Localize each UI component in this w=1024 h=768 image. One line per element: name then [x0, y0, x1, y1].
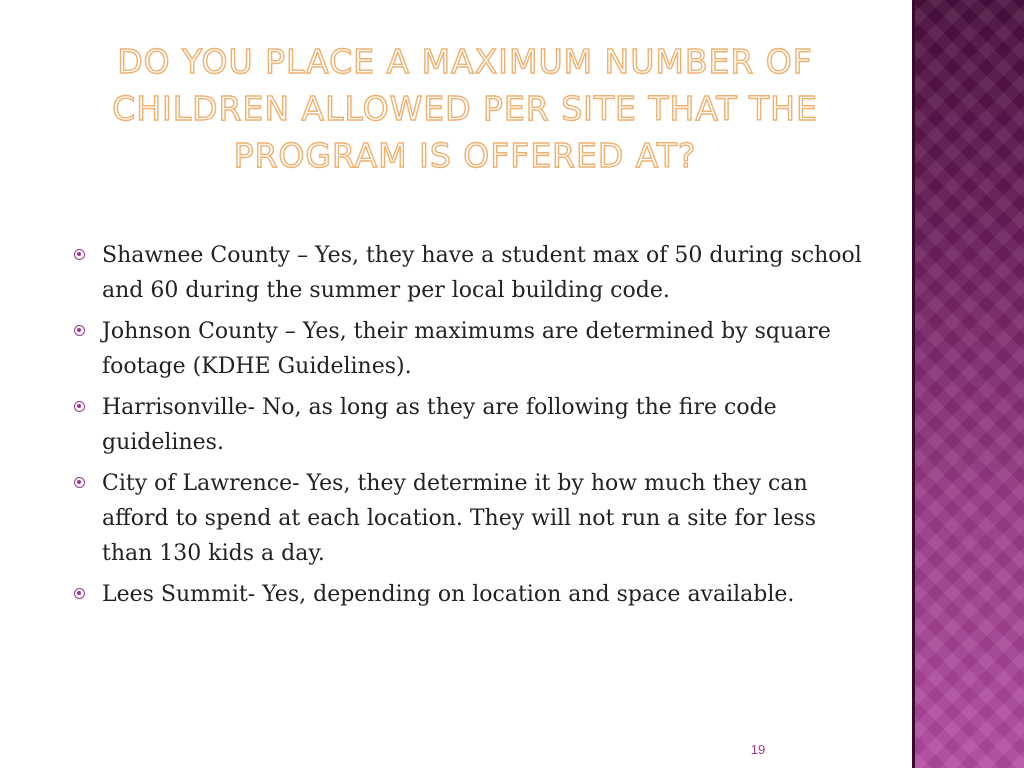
list-item — [72, 577, 872, 612]
circle-bullet-icon — [74, 249, 85, 260]
circle-bullet-icon — [74, 588, 85, 599]
circle-bullet-icon — [74, 401, 85, 412]
bullet-text: Harrisonville- No, as long as they are following the fire code guidelines. — [102, 395, 777, 455]
decorative-side-panel — [912, 0, 1024, 768]
circle-bullet-icon — [74, 477, 85, 488]
bullet-text: Lees Summit- Yes, depending on location and space available. — [102, 582, 795, 607]
bullet-text: City of Lawrence- Yes, they determine it by how much they can afford to spend at each location. They will not run a site for less than 130 kids a day. — [102, 471, 817, 566]
circle-bullet-icon — [74, 325, 85, 336]
bullet-list — [72, 238, 872, 618]
list-item — [72, 314, 872, 384]
list-item — [72, 466, 872, 571]
bullet-text: Johnson County – Yes, their maximums are determined by square footage (KDHE Guidelines). — [102, 319, 831, 379]
page-number: 19 — [750, 742, 766, 757]
slide-title: DO YOU PLACE A MAXIMUM NUMBER OF CHILDREN ALLOWED PER SITE THAT THE PROGRAM IS OFFERED AT? — [112, 42, 818, 175]
bullet-text: Shawnee County – Yes, they have a student max of 50 during school and 60 during the summer per local building code. — [102, 243, 862, 303]
list-item — [72, 390, 872, 460]
list-item — [72, 238, 872, 308]
